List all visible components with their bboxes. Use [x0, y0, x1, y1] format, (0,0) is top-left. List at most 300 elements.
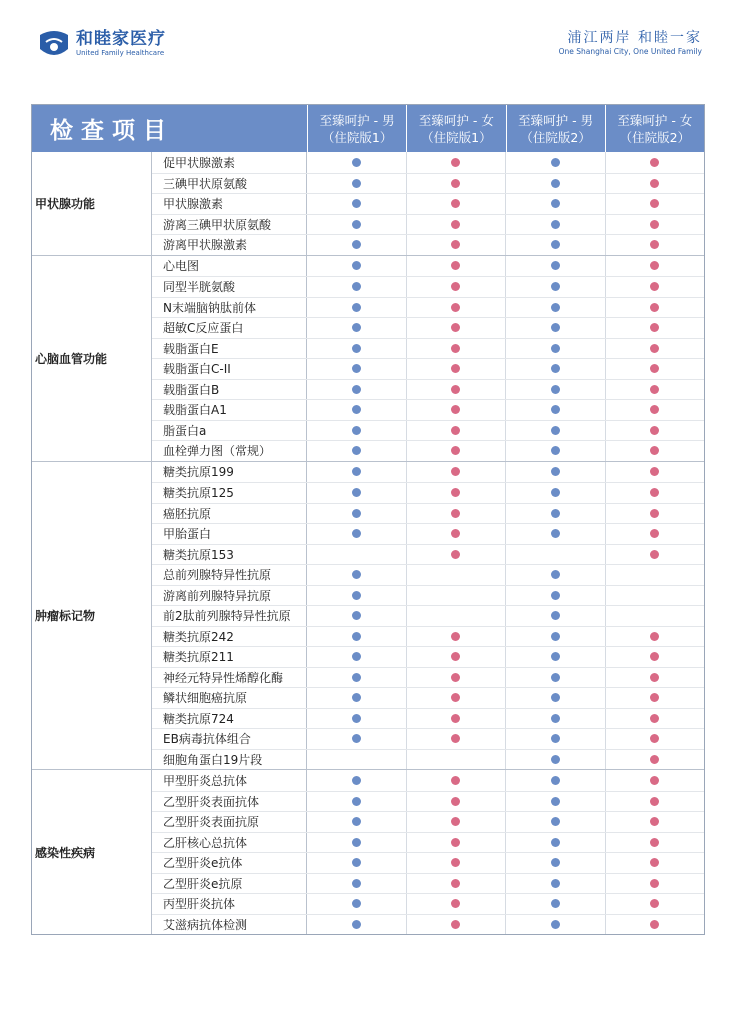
exam-item-name: 糖类抗原199: [152, 462, 307, 483]
included-dot-icon: [650, 858, 659, 867]
column-header-line1: 至臻呵护 - 男: [518, 112, 594, 128]
plan-cell: [606, 483, 705, 503]
plan-cell: [606, 215, 705, 235]
plan-cell: [506, 174, 606, 194]
included-dot-icon: [551, 632, 560, 641]
plan-cell: [307, 606, 407, 626]
included-dot-icon: [352, 220, 361, 229]
table-row: [152, 503, 704, 524]
included-dot-icon: [352, 158, 361, 167]
included-dot-icon: [451, 158, 460, 167]
included-dot-icon: [451, 282, 460, 291]
plan-cell: [407, 462, 507, 483]
exam-item-name: 糖类抗原724: [152, 709, 307, 729]
plan-cell: [606, 915, 705, 935]
included-dot-icon: [650, 838, 659, 847]
included-dot-icon: [650, 344, 659, 353]
table-row: [152, 914, 704, 935]
column-header-male-2: [506, 105, 605, 152]
plan-cell: [506, 894, 606, 914]
plan-cell: [307, 647, 407, 667]
table-row: [152, 646, 704, 667]
included-dot-icon: [451, 488, 460, 497]
plan-cell: [407, 380, 507, 400]
included-dot-icon: [650, 509, 659, 518]
plan-cell: [407, 688, 507, 708]
included-dot-icon: [650, 323, 659, 332]
plan-cell: [407, 874, 507, 894]
plan-cell: [506, 812, 606, 832]
exam-item-name: EB病毒抗体组合: [152, 729, 307, 749]
plan-cell: [307, 750, 407, 770]
table-row: [152, 893, 704, 914]
included-dot-icon: [352, 467, 361, 476]
included-dot-icon: [451, 797, 460, 806]
included-dot-icon: [451, 364, 460, 373]
included-dot-icon: [551, 714, 560, 723]
plan-cell: [606, 380, 705, 400]
included-dot-icon: [451, 879, 460, 888]
table-row: [152, 256, 704, 277]
plan-cell: [407, 421, 507, 441]
plan-cell: [307, 545, 407, 565]
included-dot-icon: [451, 632, 460, 641]
exam-item-name: 丙型肝炎抗体: [152, 894, 307, 914]
plan-cell: [606, 606, 705, 626]
plan-cell: [506, 668, 606, 688]
exam-item-name: 乙型肝炎e抗原: [152, 874, 307, 894]
plan-cell: [307, 833, 407, 853]
included-dot-icon: [551, 282, 560, 291]
exam-item-name: 游离前列腺特异抗原: [152, 586, 307, 606]
plan-cell: [606, 668, 705, 688]
included-dot-icon: [451, 652, 460, 661]
plan-cell: [307, 152, 407, 173]
included-dot-icon: [451, 426, 460, 435]
plan-cell: [307, 586, 407, 606]
plan-cell: [606, 833, 705, 853]
plan-cell: [407, 235, 507, 255]
plan-cell: [407, 400, 507, 420]
included-dot-icon: [551, 426, 560, 435]
plan-cell: [506, 688, 606, 708]
category-label: 肿瘤标记物: [32, 462, 152, 770]
table-row: [152, 482, 704, 503]
plan-cell: [506, 874, 606, 894]
plan-cell: [506, 565, 606, 585]
plan-cell: [407, 812, 507, 832]
included-dot-icon: [551, 920, 560, 929]
included-dot-icon: [650, 405, 659, 414]
table-row: [152, 193, 704, 214]
included-dot-icon: [551, 323, 560, 332]
plan-cell: [407, 298, 507, 318]
plan-cell: [506, 359, 606, 379]
plan-cell: [606, 277, 705, 297]
plan-cell: [407, 215, 507, 235]
included-dot-icon: [352, 261, 361, 270]
plan-cell: [407, 750, 507, 770]
plan-cell: [606, 359, 705, 379]
plan-cell: [606, 729, 705, 749]
plan-cell: [307, 770, 407, 791]
plan-cell: [606, 770, 705, 791]
exam-item-name: 癌胚抗原: [152, 504, 307, 524]
included-dot-icon: [352, 693, 361, 702]
included-dot-icon: [352, 920, 361, 929]
plan-cell: [506, 277, 606, 297]
included-dot-icon: [451, 529, 460, 538]
plan-cell: [606, 318, 705, 338]
column-header-line2: （住院版2）: [619, 129, 691, 145]
table-row: [152, 728, 704, 749]
table-title: 检查项目: [50, 118, 174, 144]
plan-cell: [506, 380, 606, 400]
included-dot-icon: [551, 734, 560, 743]
included-dot-icon: [352, 323, 361, 332]
included-dot-icon: [551, 570, 560, 579]
category-label: 甲状腺功能: [32, 152, 152, 255]
slogan-chinese: 浦江两岸 和睦一家: [567, 30, 702, 46]
table-row: [152, 399, 704, 420]
included-dot-icon: [551, 879, 560, 888]
column-header-line2: （住院版2）: [520, 129, 591, 145]
plan-cell: [307, 565, 407, 585]
included-dot-icon: [451, 467, 460, 476]
exam-item-name: 游离甲状腺激素: [152, 235, 307, 255]
column-header-line1: 至臻呵护 - 男: [319, 112, 395, 128]
included-dot-icon: [551, 220, 560, 229]
included-dot-icon: [551, 755, 560, 764]
included-dot-icon: [650, 797, 659, 806]
included-dot-icon: [352, 776, 361, 785]
plan-cell: [606, 174, 705, 194]
included-dot-icon: [352, 488, 361, 497]
plan-cell: [307, 400, 407, 420]
included-dot-icon: [451, 344, 460, 353]
table-row: [152, 564, 704, 585]
included-dot-icon: [352, 611, 361, 620]
plan-cell: [307, 215, 407, 235]
included-dot-icon: [551, 817, 560, 826]
plan-cell: [307, 421, 407, 441]
table-row: [152, 152, 704, 173]
table-row: [152, 832, 704, 853]
included-dot-icon: [650, 426, 659, 435]
exam-item-name: 甲型肝炎总抗体: [152, 770, 307, 791]
plan-cell: [506, 400, 606, 420]
plan-cell: [606, 812, 705, 832]
plan-cell: [307, 339, 407, 359]
column-header-line1: 至臻呵护 - 女: [418, 112, 494, 128]
table-row: [152, 276, 704, 297]
included-dot-icon: [451, 405, 460, 414]
included-dot-icon: [551, 797, 560, 806]
plan-cell: [606, 235, 705, 255]
plan-cell: [506, 545, 606, 565]
plan-cell: [506, 441, 606, 461]
plan-cell: [307, 853, 407, 873]
included-dot-icon: [352, 632, 361, 641]
table-row: [152, 358, 704, 379]
column-header-line1: 至臻呵护 - 女: [617, 112, 693, 128]
exam-item-name: 同型半胱氨酸: [152, 277, 307, 297]
exam-item-name: 前2肽前列腺特异性抗原: [152, 606, 307, 626]
included-dot-icon: [352, 344, 361, 353]
included-dot-icon: [352, 591, 361, 600]
included-dot-icon: [352, 426, 361, 435]
plan-cell: [606, 524, 705, 544]
plan-cell: [407, 586, 507, 606]
slogan: [559, 30, 702, 57]
plan-cell: [307, 709, 407, 729]
included-dot-icon: [551, 467, 560, 476]
plan-cell: [407, 565, 507, 585]
plan-cell: [506, 729, 606, 749]
plan-cell: [506, 627, 606, 647]
included-dot-icon: [551, 446, 560, 455]
included-dot-icon: [650, 158, 659, 167]
category-group: [32, 461, 704, 770]
included-dot-icon: [352, 838, 361, 847]
category-group: [32, 255, 704, 461]
plan-cell: [407, 524, 507, 544]
included-dot-icon: [551, 179, 560, 188]
plan-cell: [307, 277, 407, 297]
plan-cell: [407, 545, 507, 565]
included-dot-icon: [352, 652, 361, 661]
plan-cell: [407, 915, 507, 935]
included-dot-icon: [551, 240, 560, 249]
exam-item-name: 三碘甲状原氨酸: [152, 174, 307, 194]
exam-item-name: 鳞状细胞癌抗原: [152, 688, 307, 708]
plan-cell: [407, 729, 507, 749]
plan-cell: [606, 256, 705, 277]
plan-cell: [307, 688, 407, 708]
plan-cell: [606, 853, 705, 873]
plan-cell: [506, 339, 606, 359]
included-dot-icon: [451, 714, 460, 723]
exam-item-name: 乙型肝炎表面抗原: [152, 812, 307, 832]
exam-item-name: N末端脑钠肽前体: [152, 298, 307, 318]
included-dot-icon: [551, 158, 560, 167]
included-dot-icon: [451, 673, 460, 682]
included-dot-icon: [451, 920, 460, 929]
included-dot-icon: [352, 714, 361, 723]
plan-cell: [407, 256, 507, 277]
included-dot-icon: [551, 673, 560, 682]
included-dot-icon: [451, 240, 460, 249]
plan-cell: [506, 318, 606, 338]
table-row: [152, 791, 704, 812]
included-dot-icon: [352, 303, 361, 312]
included-dot-icon: [451, 693, 460, 702]
table-row: [152, 749, 704, 770]
plan-cell: [606, 894, 705, 914]
exam-item-name: 神经元特异性烯醇化酶: [152, 668, 307, 688]
plan-cell: [307, 235, 407, 255]
plan-cell: [506, 606, 606, 626]
table-body: [32, 152, 704, 934]
plan-cell: [506, 483, 606, 503]
exam-item-name: 乙型肝炎表面抗体: [152, 792, 307, 812]
logo-chinese-name: 和睦家医疗: [76, 29, 166, 49]
table-row: [152, 852, 704, 873]
plan-cell: [606, 545, 705, 565]
included-dot-icon: [352, 570, 361, 579]
table-row: [152, 462, 704, 483]
family-logo-icon: [38, 29, 70, 59]
column-header-line2: （住院版1）: [321, 129, 393, 145]
included-dot-icon: [551, 591, 560, 600]
included-dot-icon: [650, 714, 659, 723]
plan-cell: [606, 152, 705, 173]
included-dot-icon: [650, 261, 659, 270]
plan-cell: [407, 668, 507, 688]
plan-cell: [506, 750, 606, 770]
included-dot-icon: [551, 488, 560, 497]
table-header: [32, 105, 704, 152]
plan-cell: [506, 915, 606, 935]
exam-item-name: 心电图: [152, 256, 307, 277]
plan-cell: [307, 359, 407, 379]
plan-cell: [606, 421, 705, 441]
included-dot-icon: [352, 817, 361, 826]
plan-cell: [606, 874, 705, 894]
included-dot-icon: [650, 446, 659, 455]
included-dot-icon: [551, 344, 560, 353]
table-row: [152, 708, 704, 729]
plan-cell: [606, 792, 705, 812]
plan-cell: [506, 462, 606, 483]
table-row: [152, 667, 704, 688]
included-dot-icon: [650, 240, 659, 249]
plan-cell: [606, 298, 705, 318]
plan-cell: [407, 152, 507, 173]
plan-cell: [407, 853, 507, 873]
included-dot-icon: [352, 199, 361, 208]
included-dot-icon: [451, 179, 460, 188]
exam-item-name: 糖类抗原153: [152, 545, 307, 565]
table-row: [152, 214, 704, 235]
included-dot-icon: [650, 220, 659, 229]
exam-item-name: 乙肝核心总抗体: [152, 833, 307, 853]
included-dot-icon: [352, 240, 361, 249]
exam-item-name: 总前列腺特异性抗原: [152, 565, 307, 585]
plan-cell: [307, 318, 407, 338]
plan-cell: [307, 812, 407, 832]
plan-cell: [407, 359, 507, 379]
table-row: [152, 873, 704, 894]
plan-cell: [506, 792, 606, 812]
plan-cell: [307, 256, 407, 277]
plan-cell: [407, 504, 507, 524]
plan-cell: [506, 709, 606, 729]
included-dot-icon: [451, 899, 460, 908]
logo-english-name: United Family Healthcare: [76, 49, 165, 57]
table-row: [152, 605, 704, 626]
included-dot-icon: [551, 611, 560, 620]
included-dot-icon: [650, 467, 659, 476]
exam-item-name: 促甲状腺激素: [152, 152, 307, 173]
plan-cell: [606, 750, 705, 770]
table-row: [152, 811, 704, 832]
included-dot-icon: [352, 446, 361, 455]
included-dot-icon: [551, 509, 560, 518]
included-dot-icon: [352, 282, 361, 291]
included-dot-icon: [650, 673, 659, 682]
exam-item-name: 载脂蛋白E: [152, 339, 307, 359]
exam-item-name: 甲胎蛋白: [152, 524, 307, 544]
category-group: [32, 152, 704, 255]
plan-cell: [407, 277, 507, 297]
plan-cell: [307, 627, 407, 647]
included-dot-icon: [352, 734, 361, 743]
plan-cell: [407, 606, 507, 626]
plan-cell: [307, 524, 407, 544]
plan-cell: [307, 441, 407, 461]
included-dot-icon: [451, 550, 460, 559]
plan-cell: [606, 339, 705, 359]
plan-cell: [407, 647, 507, 667]
included-dot-icon: [451, 199, 460, 208]
table-row: [152, 317, 704, 338]
included-dot-icon: [352, 858, 361, 867]
exam-item-name: 超敏C反应蛋白: [152, 318, 307, 338]
plan-cell: [506, 152, 606, 173]
plan-cell: [606, 565, 705, 585]
plan-cell: [606, 194, 705, 214]
plan-cell: [606, 688, 705, 708]
included-dot-icon: [451, 385, 460, 394]
included-dot-icon: [451, 261, 460, 270]
column-header-male-1: [307, 105, 406, 152]
exam-item-name: 糖类抗原125: [152, 483, 307, 503]
included-dot-icon: [650, 364, 659, 373]
plan-cell: [606, 441, 705, 461]
included-dot-icon: [352, 673, 361, 682]
included-dot-icon: [451, 817, 460, 826]
included-dot-icon: [551, 303, 560, 312]
included-dot-icon: [352, 179, 361, 188]
included-dot-icon: [551, 385, 560, 394]
plan-cell: [307, 483, 407, 503]
included-dot-icon: [451, 220, 460, 229]
plan-cell: [506, 215, 606, 235]
exam-item-name: 血栓弹力图（常规）: [152, 441, 307, 461]
plan-cell: [407, 792, 507, 812]
table-row: [152, 420, 704, 441]
exam-item-name: 载脂蛋白A1: [152, 400, 307, 420]
plan-cell: [307, 380, 407, 400]
plan-cell: [307, 915, 407, 935]
plan-cell: [307, 298, 407, 318]
included-dot-icon: [650, 529, 659, 538]
plan-cell: [506, 853, 606, 873]
plan-cell: [506, 194, 606, 214]
included-dot-icon: [650, 920, 659, 929]
included-dot-icon: [650, 693, 659, 702]
exam-item-name: 艾滋病抗体检测: [152, 915, 307, 935]
included-dot-icon: [551, 858, 560, 867]
included-dot-icon: [352, 364, 361, 373]
category-label: 心脑血管功能: [32, 256, 152, 461]
plan-cell: [407, 770, 507, 791]
included-dot-icon: [650, 652, 659, 661]
table-row: [152, 770, 704, 791]
included-dot-icon: [551, 776, 560, 785]
included-dot-icon: [551, 199, 560, 208]
